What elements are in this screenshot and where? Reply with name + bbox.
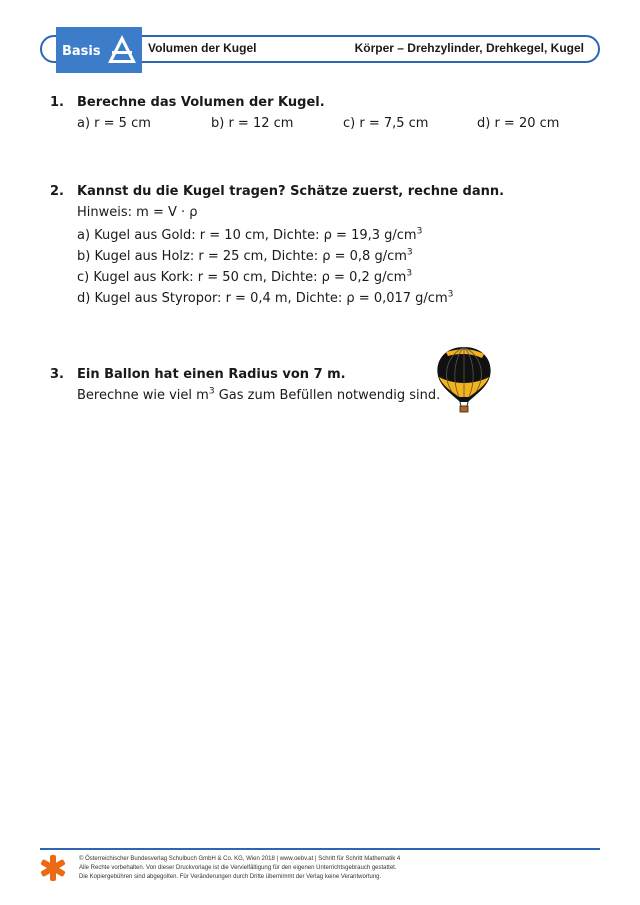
task-item: a) Kugel aus Gold: r = 10 cm, Dichte: ρ = 19,3 $g/cm^3$ bbox=[77, 226, 423, 243]
task-heading: Kannst du die Kugel tragen? Schätze zuerst, rechne dann. bbox=[77, 184, 505, 199]
publisher-star-logo bbox=[40, 853, 66, 883]
worksheet-header bbox=[40, 35, 600, 63]
footer-copyright: © Österreichischer Bundesverlag Schulbuch GmbH & Co. KG, Wien 2018 | www.oebv.at | Schritt für Schritt Mathematik 4 Alle Rechte vorbehalten. Von dieser Druckvorlage ist die Vervielfältigung für den eigenen Unterrichtsgebrauch gestattet. Die Kopiergebühren sind abgegolten. Für Veränderungen durch Dritte übernimmt der Verlag keine Verantwortung. bbox=[79, 856, 401, 880]
worksheet-topic: Körper – Drehzylinder, Drehkegel, Kugel bbox=[354, 41, 584, 55]
task-items-row bbox=[77, 113, 587, 134]
level-badge bbox=[56, 27, 142, 73]
task-item: b) Kugel aus Holz: r = 25 cm, Dichte: ρ = 0,8 $g/cm^3$ bbox=[77, 247, 413, 264]
task-item: d) r = 20 cm bbox=[477, 116, 560, 131]
task-item: c) Kugel aus Kork: r = 50 cm, Dichte: ρ = 0,2 $g/cm^3$ bbox=[77, 268, 413, 285]
task-heading: Ein Ballon hat einen Radius von 7 m. bbox=[77, 367, 346, 382]
cone-triangle-icon bbox=[106, 32, 138, 66]
task-item: b) r = 12 cm bbox=[211, 116, 294, 131]
task-item: d) Kugel aus Styropor: r = 0,4 m, Dichte: ρ = 0,017 $g/cm^3$ bbox=[77, 289, 454, 306]
task-heading: Berechne das Volumen der Kugel. bbox=[77, 95, 325, 110]
task-text: Berechne wie viel $m^3$ Gas zum Befüllen notwendig sind. bbox=[77, 386, 441, 403]
task-hint: Hinweis: m = V · ρ bbox=[77, 205, 198, 220]
task-item: c) r = 7,5 cm bbox=[343, 116, 429, 131]
task-number: 3. bbox=[50, 367, 64, 382]
footer-divider bbox=[40, 848, 600, 850]
task-item: a) r = 5 cm bbox=[77, 116, 151, 131]
worksheet-title: Volumen der Kugel bbox=[148, 41, 257, 55]
task-number: 1. bbox=[50, 95, 64, 110]
level-badge-label: Basis bbox=[62, 44, 101, 59]
task-number: 2. bbox=[50, 184, 64, 199]
hot-air-balloon-image bbox=[432, 344, 496, 416]
